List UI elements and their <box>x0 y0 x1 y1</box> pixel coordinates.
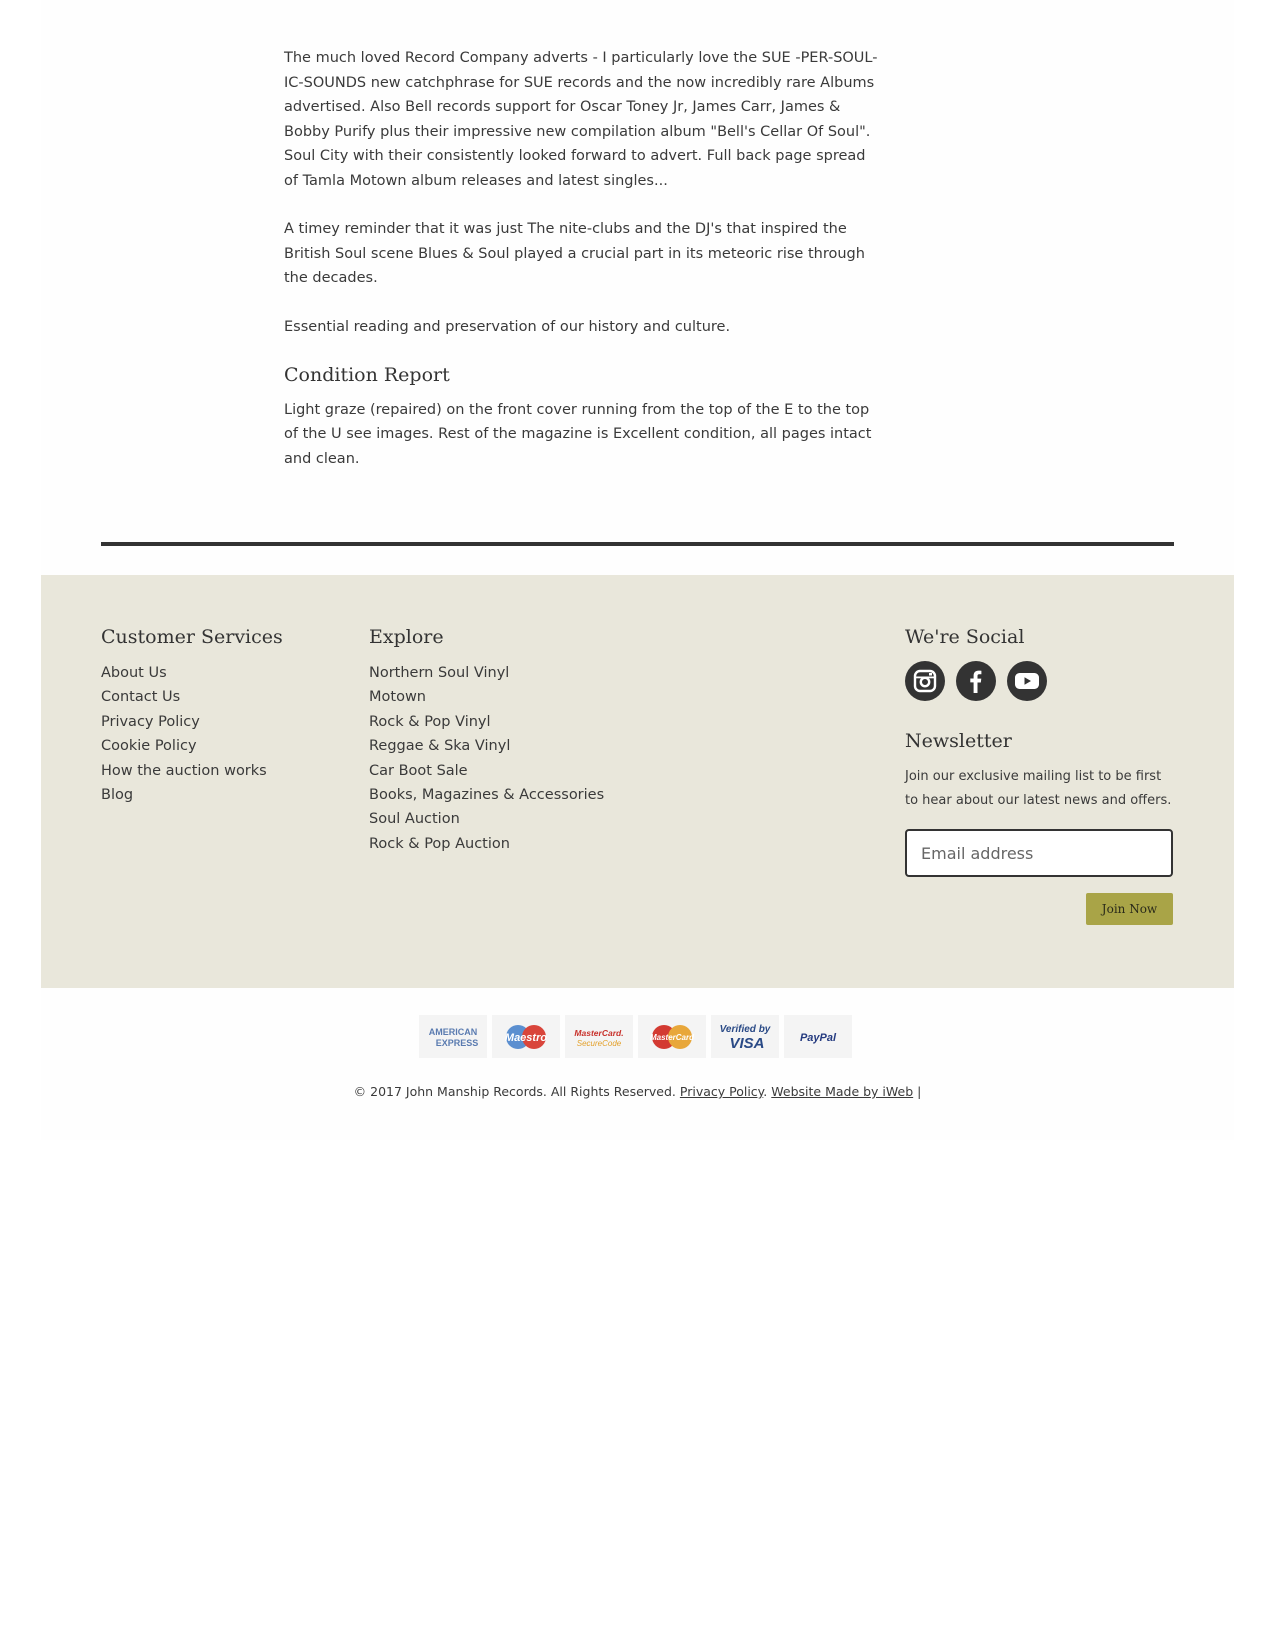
customer-services-column <box>101 625 283 807</box>
amex-line-1: AMERICAN <box>428 1026 478 1037</box>
mastercard-icon <box>638 1015 706 1058</box>
maestro-label: Maestro <box>504 1031 548 1044</box>
footer <box>41 575 1234 988</box>
youtube-icon[interactable] <box>1007 661 1047 701</box>
explore-column <box>369 625 604 856</box>
footer-link-cookie-policy[interactable]: Cookie Policy <box>101 738 197 755</box>
copyright-separator: . <box>763 1084 768 1099</box>
condition-report-heading: Condition Report <box>284 364 450 386</box>
paypal-icon <box>784 1015 852 1058</box>
mastercard-label: MasterCard <box>649 1032 695 1042</box>
facebook-icon[interactable] <box>956 661 996 701</box>
footer-link-motown[interactable]: Motown <box>369 689 426 706</box>
description-paragraph-2: A timey reminder that it was just The nite-clubs and the DJ's that inspired the British Soul scene Blues & Soul played a crucial part in its meteoric rise through the decades. <box>284 221 865 286</box>
securecode-line-2: SecureCode <box>576 1038 622 1048</box>
footer-link-privacy-policy[interactable]: Privacy Policy <box>101 713 200 730</box>
footer-link-northern-soul[interactable]: Northern Soul Vinyl <box>369 665 510 681</box>
explore-heading: Explore <box>369 626 444 648</box>
footer-link-books-magazines[interactable]: Books, Magazines & Accessories <box>369 787 605 804</box>
footer-link-auction-works[interactable]: How the auction works <box>101 762 267 779</box>
email-input[interactable] <box>905 829 1173 877</box>
footer-link-rock-pop-auction[interactable]: Rock & Pop Auction <box>369 835 510 852</box>
description-paragraph-1: The much loved Record Company adverts - I particularly love the SUE -PER-SOUL-IC-SOUNDS new catchphrase for SUE records and the now incredibly rare Albums advertised. Also Bell records support for Oscar Toney Jr, James Carr, James & Bobby Purify plus their impressive new compilation album "Bell's Cellar Of Soul". Soul City with their consistently looked forward to advert. Full back page spread of Tamla Motown album releases and latest singles... <box>284 50 878 189</box>
copyright-trailing: | <box>917 1084 922 1099</box>
condition-report-text: Light graze (repaired) on the front cover running from the top of the E to the top of the U see images. Rest of the magazine is Excellent condition, all pages intact and clean. <box>284 401 872 467</box>
social-newsletter-column <box>905 625 1173 925</box>
copyright-bar <box>0 1084 1275 1099</box>
maestro-icon <box>492 1015 560 1058</box>
newsletter-text: Join our exclusive mailing list to be first to hear about our latest news and offers. <box>905 769 1172 808</box>
amex-line-2: EXPRESS <box>435 1037 479 1048</box>
copyright-text: © 2017 John Manship Records. All Rights Reserved. <box>353 1084 676 1099</box>
newsletter-heading: Newsletter <box>905 730 1012 752</box>
footer-link-about-us[interactable]: About Us <box>101 665 167 681</box>
footer-link-blog[interactable]: Blog <box>101 787 134 804</box>
social-heading: We're Social <box>905 626 1025 648</box>
paypal-label: PayPal <box>799 1031 837 1044</box>
visa-line-1: Verified by <box>719 1023 771 1035</box>
product-description <box>284 46 884 495</box>
section-divider <box>101 542 1174 546</box>
payment-methods <box>419 1015 852 1058</box>
instagram-icon[interactable] <box>905 661 945 701</box>
footer-link-reggae-ska[interactable]: Reggae & Ska Vinyl <box>369 738 511 755</box>
securecode-line-1: MasterCard. <box>574 1027 624 1038</box>
website-made-by-iweb-link[interactable]: Website Made by iWeb <box>771 1084 914 1099</box>
join-now-button[interactable]: Join Now <box>1086 893 1173 925</box>
customer-services-heading: Customer Services <box>101 626 283 648</box>
mastercard-securecode-icon <box>565 1015 633 1058</box>
american-express-icon <box>419 1015 487 1058</box>
social-icons <box>905 661 1173 701</box>
description-paragraph-3: Essential reading and preservation of our history and culture. <box>284 318 731 335</box>
footer-link-soul-auction[interactable]: Soul Auction <box>369 811 460 828</box>
verified-by-visa-icon <box>711 1015 779 1058</box>
footer-link-rock-pop-vinyl[interactable]: Rock & Pop Vinyl <box>369 713 491 730</box>
visa-line-2: VISA <box>729 1034 765 1052</box>
footer-link-contact-us[interactable]: Contact Us <box>101 689 181 706</box>
privacy-policy-link[interactable]: Privacy Policy <box>679 1084 764 1099</box>
footer-link-car-boot-sale[interactable]: Car Boot Sale <box>369 762 468 779</box>
